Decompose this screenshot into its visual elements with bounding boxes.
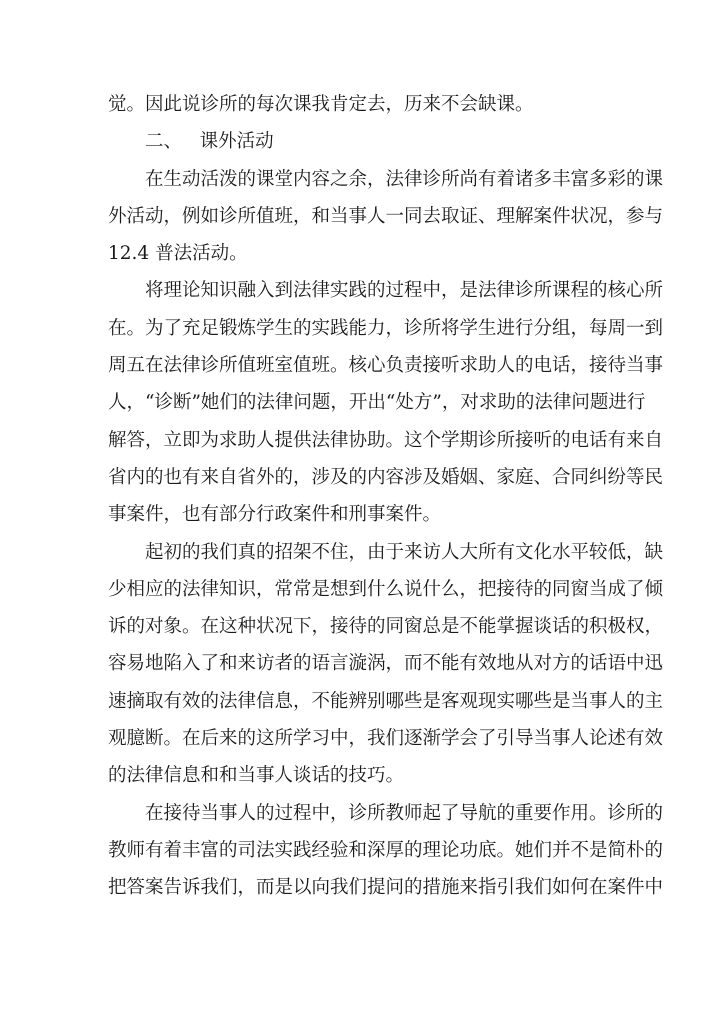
text-line: 人，“诊断”她们的法律问题，开出“处方”，对求助的法律问题进行 xyxy=(108,392,646,414)
text-line: 观臆断。在后来的这所学习中，我们逐渐学会了引导当事人论述有效 xyxy=(108,728,664,750)
text-line: 觉。因此说诊所的每次课我肯定去，历来不会缺课。 xyxy=(108,94,534,115)
text-line: 外活动，例如诊所值班，和当事人一同去取证、理解案件状况，参与 xyxy=(108,205,664,227)
paragraph-teacher-role xyxy=(108,795,664,907)
text-line: 解答，立即为求助人提供法律协助。这个学期诊所接听的电话有来自 xyxy=(108,429,664,451)
text-line: 把答案告诉我们，而是以向我们提问的措施来指引我们如何在案件中 xyxy=(108,877,664,899)
section-number: 二、 xyxy=(145,131,183,153)
paragraph-continuation xyxy=(108,86,610,123)
text-line: 省内的也有来自省外的，涉及的内容涉及婚姻、家庭、合同纠纷等民 xyxy=(108,466,664,488)
text-line: 的法律信息和和当事人谈话的技巧。 xyxy=(108,765,405,787)
paragraph-duty-shifts xyxy=(108,272,664,533)
text-line: 容易地陷入了和来访者的语言漩涡，而不能有效地从对方的话语中迅 xyxy=(108,653,664,675)
text-line: 事案件，也有部分行政案件和刑事案件。 xyxy=(108,504,442,526)
paragraph-early-difficulties xyxy=(108,534,664,795)
section-title: 课外活动 xyxy=(199,131,274,153)
text-line: 在生动活泼的课堂内容之余，法律诊所尚有着诸多丰富多彩的课 xyxy=(145,168,664,190)
text-line: 周五在法律诊所值班室值班。核心负责接听求助人的电话，接待当事 xyxy=(108,355,664,377)
section-heading xyxy=(108,123,610,160)
text-line: 诉的对象。在这种状况下，接待的同窗总是不能掌握谈话的积极权， xyxy=(108,616,664,638)
text-line: 12.4 普法活动。 xyxy=(108,243,248,265)
text-line: 速摘取有效的法律信息，不能辨别哪些是客观现实哪些是当事人的主 xyxy=(108,690,664,712)
text-line: 在。为了充足锻炼学生的实践能力，诊所将学生进行分组，每周一到 xyxy=(108,317,664,339)
text-line: 教师有着丰富的司法实践经验和深厚的理论功底。她们并不是简朴的 xyxy=(108,839,664,861)
text-line: 少相应的法律知识，常常是想到什么说什么，把接待的同窗当成了倾 xyxy=(108,578,664,600)
text-line: 起初的我们真的招架不住，由于来访人大所有文化水平较低，缺 xyxy=(145,541,664,563)
text-line: 在接待当事人的过程中，诊所教师起了导航的重要作用。诊所的 xyxy=(145,802,664,824)
paragraph-extracurricular xyxy=(108,161,664,273)
text-line: 将理论知识融入到法律实践的过程中，是法律诊所课程的核心所 xyxy=(145,280,664,302)
